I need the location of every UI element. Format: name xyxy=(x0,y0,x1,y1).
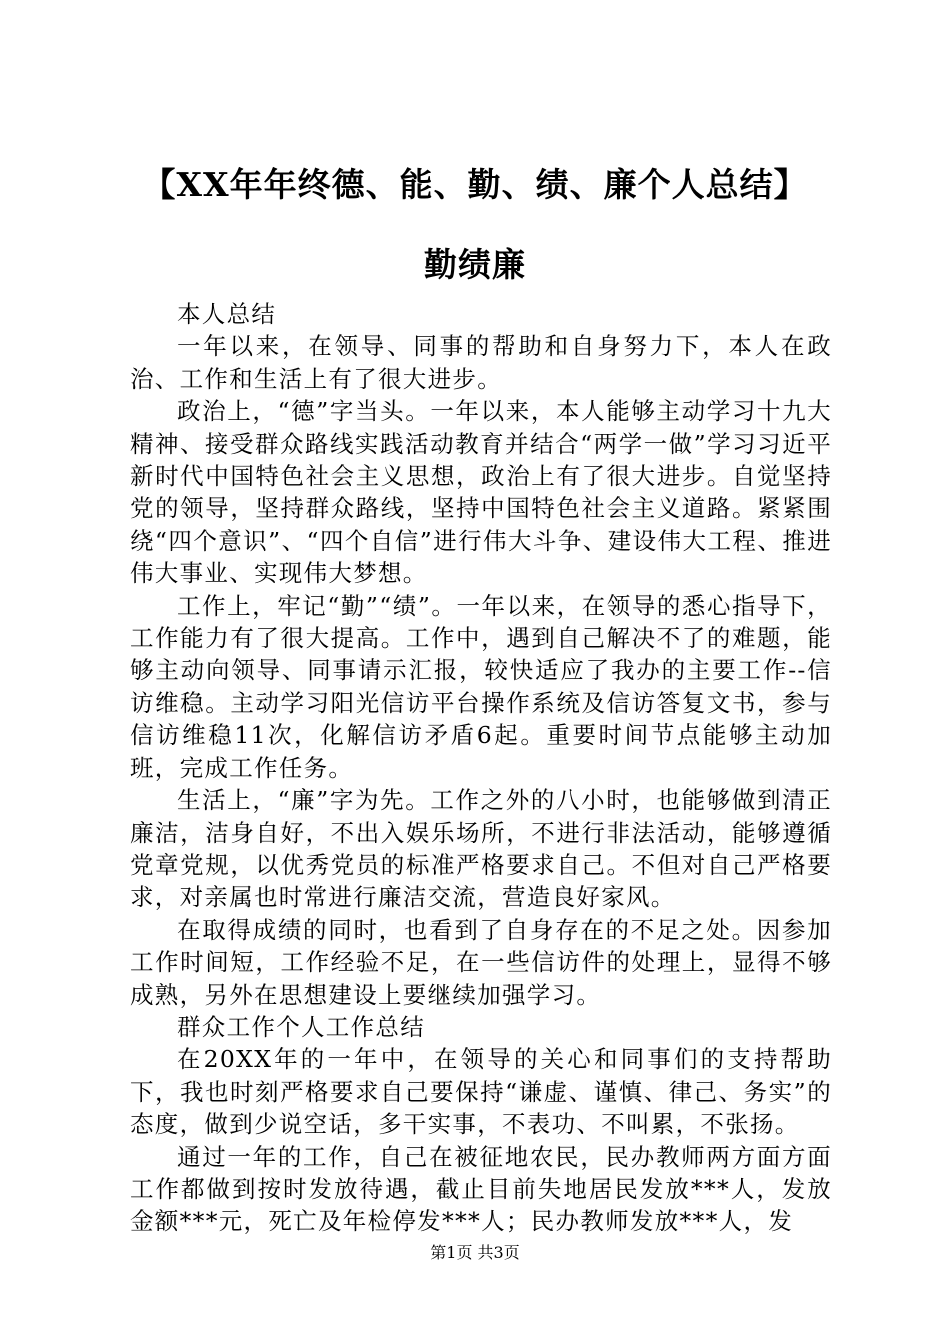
section-heading-mass-work-summary: 群众工作个人工作总结 xyxy=(177,1012,425,1041)
paragraph: 工作上，牢记“勤”“绩”。一年以来，在领导的悉心指导下，工作能力有了很大提高。工作中，遇到自己解决不了的难题，能够主动向领导、同事请示汇报，较快适应了我办的主要工作--信访维稳。主动学习阳光信访平台操作系统及信访答复文书，参与信访维稳11次，化解信访矛盾6起。重要时间节点能够主动加班，完成工作任务。 xyxy=(130,591,832,782)
document-title: 【XX年年终德、能、勤、绩、廉个人总结】 xyxy=(142,165,808,204)
section-heading-personal-summary: 本人总结 xyxy=(177,300,277,328)
paragraph: 在20XX年的一年中，在领导的关心和同事们的支持帮助下，我也时刻严格要求自己要保持“谦虚、谨慎、律己、务实”的态度，做到少说空话，多干实事，不表功、不叫累，不张扬。 xyxy=(130,1045,832,1139)
paragraph: 生活上，“廉”字为先。工作之外的八小时，也能够做到清正廉洁，洁身自好，不出入娱乐场所，不进行非法活动，能够遵循党章党规，以优秀党员的标准严格要求自己。不但对自己严格要求，对亲属也时常进行廉洁交流，营造良好家风。 xyxy=(130,786,832,912)
paragraph: 政治上，“德”字当头。一年以来，本人能够主动学习十九大精神、接受群众路线实践活动教育并结合“两学一做”学习习近平新时代中国特色社会主义思想，政治上有了很大进步。自觉坚持党的领导，坚持群众路线，坚持中国特色社会主义道路。紧紧围绕“四个意识”、“四个自信”进行伟大斗争、建设伟大工程、推进伟大事业、实现伟大梦想。 xyxy=(130,397,832,588)
paragraph: 在取得成绩的同时，也看到了自身存在的不足之处。因参加工作时间短，工作经验不足，在一些信访件的处理上，显得不够成熟，另外在思想建设上要继续加强学习。 xyxy=(130,915,832,1009)
document-body xyxy=(130,298,832,1238)
paragraph: 一年以来，在领导、同事的帮助和自身努力下，本人在政治、工作和生活上有了很大进步。 xyxy=(130,332,832,393)
document-subtitle: 勤绩廉 xyxy=(424,245,526,284)
page-number-footer: 第1页 共3页 xyxy=(430,1243,520,1262)
paragraph: 通过一年的工作，自己在被征地农民，民办教师两方面方面工作都做到按时发放待遇，截止目前失地居民发放***人，发放金额***元，死亡及年检停发***人；民办教师发放***人，发 xyxy=(130,1142,832,1236)
